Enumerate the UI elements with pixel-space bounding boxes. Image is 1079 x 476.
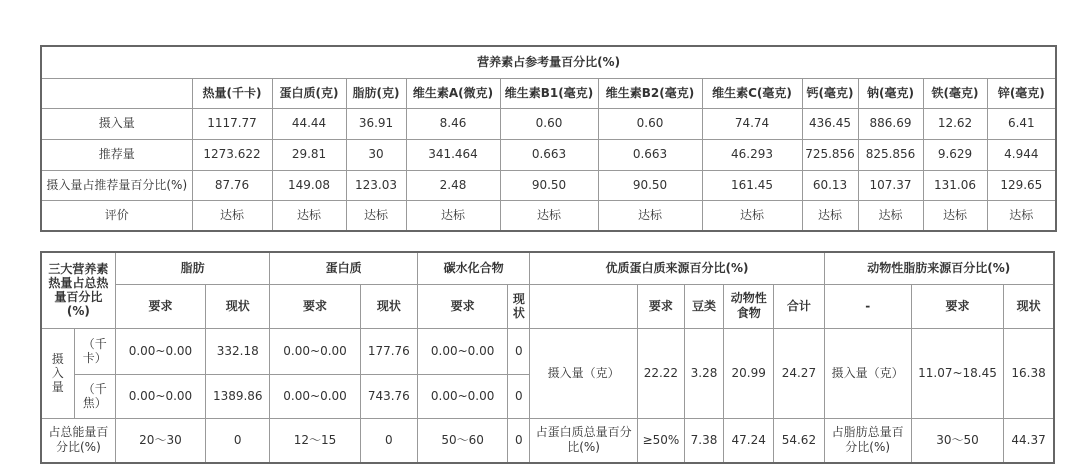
table-cell: 50～60 bbox=[417, 418, 507, 463]
table-cell: 8.46 bbox=[406, 108, 500, 139]
table-cell: 11.07~18.45 bbox=[911, 328, 1003, 418]
column-header: 要求 bbox=[115, 284, 205, 328]
table-cell: 4.944 bbox=[987, 139, 1056, 170]
unit-label: （千卡） bbox=[74, 328, 115, 374]
column-header bbox=[41, 78, 192, 108]
column-header: 钙(毫克) bbox=[802, 78, 858, 108]
table-cell: 20～30 bbox=[115, 418, 205, 463]
column-header: 动物性食物 bbox=[724, 284, 774, 328]
row-label: 摄入量（克） bbox=[824, 328, 911, 418]
table-cell: 0.60 bbox=[500, 108, 598, 139]
column-header: 要求 bbox=[911, 284, 1003, 328]
table-cell: 161.45 bbox=[702, 170, 802, 200]
row-label: 摄入量 bbox=[41, 108, 192, 139]
column-header: 合计 bbox=[774, 284, 824, 328]
column-header: 要求 bbox=[270, 284, 360, 328]
table-cell: 9.629 bbox=[923, 139, 987, 170]
table-cell: 886.69 bbox=[858, 108, 923, 139]
table-cell: 0.00~0.00 bbox=[270, 374, 360, 418]
table-cell: 30 bbox=[346, 139, 406, 170]
table-cell: 129.65 bbox=[987, 170, 1056, 200]
group-header-quality-protein: 优质蛋白质来源百分比(%) bbox=[530, 252, 824, 284]
table-cell: 0.00~0.00 bbox=[417, 374, 507, 418]
table-cell: 达标 bbox=[272, 200, 346, 231]
table-cell: 0.00~0.00 bbox=[115, 328, 205, 374]
column-header: - bbox=[824, 284, 911, 328]
column-header: 维生素B1(毫克) bbox=[500, 78, 598, 108]
table-cell: 0.663 bbox=[500, 139, 598, 170]
column-header: 豆类 bbox=[684, 284, 723, 328]
table-cell: 436.45 bbox=[802, 108, 858, 139]
table-cell: 177.76 bbox=[360, 328, 417, 374]
table-cell: 24.27 bbox=[774, 328, 824, 418]
table-cell: 123.03 bbox=[346, 170, 406, 200]
table-title: 营养素占参考量百分比(%) bbox=[41, 46, 1056, 78]
table-cell: 107.37 bbox=[858, 170, 923, 200]
table-cell: 54.62 bbox=[774, 418, 824, 463]
table-cell: 1117.77 bbox=[192, 108, 272, 139]
table-cell: ≥50% bbox=[637, 418, 684, 463]
row-label: 占蛋白质总量百分比(%) bbox=[530, 418, 637, 463]
table-cell: 0.00~0.00 bbox=[417, 328, 507, 374]
nutrient-reference-table bbox=[40, 45, 1057, 232]
table-cell: 341.464 bbox=[406, 139, 500, 170]
column-header: 要求 bbox=[417, 284, 507, 328]
row-label: 占脂肪总量百分比(%) bbox=[824, 418, 911, 463]
column-header: 要求 bbox=[637, 284, 684, 328]
table-cell: 7.38 bbox=[684, 418, 723, 463]
table-cell: 0 bbox=[206, 418, 270, 463]
table-row bbox=[41, 328, 1054, 374]
column-header: 锌(毫克) bbox=[987, 78, 1056, 108]
table-cell: 0 bbox=[508, 328, 530, 374]
table-cell: 743.76 bbox=[360, 374, 417, 418]
table-cell: 90.50 bbox=[500, 170, 598, 200]
table-cell: 达标 bbox=[802, 200, 858, 231]
table-cell: 12～15 bbox=[270, 418, 360, 463]
table-row bbox=[41, 139, 1056, 170]
table-cell: 60.13 bbox=[802, 170, 858, 200]
column-header: 现 状 bbox=[508, 284, 530, 328]
column-header: 脂肪(克) bbox=[346, 78, 406, 108]
table-header-row bbox=[41, 78, 1056, 108]
column-header: 热量(千卡) bbox=[192, 78, 272, 108]
table-cell: 0 bbox=[508, 418, 530, 463]
table-cell: 达标 bbox=[858, 200, 923, 231]
table-cell: 87.76 bbox=[192, 170, 272, 200]
table-cell: 36.91 bbox=[346, 108, 406, 139]
column-header: 钠(毫克) bbox=[858, 78, 923, 108]
table-cell: 达标 bbox=[500, 200, 598, 231]
table-cell: 0.00~0.00 bbox=[115, 374, 205, 418]
table-cell: 1389.86 bbox=[206, 374, 270, 418]
column-header: 铁(毫克) bbox=[923, 78, 987, 108]
column-header: 维生素A(微克) bbox=[406, 78, 500, 108]
column-header: 维生素C(毫克) bbox=[702, 78, 802, 108]
table-cell: 149.08 bbox=[272, 170, 346, 200]
table-row bbox=[41, 170, 1056, 200]
column-header: 现状 bbox=[1004, 284, 1054, 328]
table-cell: 44.44 bbox=[272, 108, 346, 139]
row-label: 评价 bbox=[41, 200, 192, 231]
column-header: 蛋白质(克) bbox=[272, 78, 346, 108]
corner-label: 三大营养素热量占总热量百分比(%) bbox=[41, 252, 115, 328]
row-label: 摄 入 量 bbox=[41, 328, 74, 418]
table-cell: 74.74 bbox=[702, 108, 802, 139]
row-label: 摄入量占推荐量百分比(%) bbox=[41, 170, 192, 200]
group-header-animal-fat: 动物性脂肪来源百分比(%) bbox=[824, 252, 1054, 284]
table-cell: 达标 bbox=[406, 200, 500, 231]
table-cell: 3.28 bbox=[684, 328, 723, 418]
column-header: 现状 bbox=[206, 284, 270, 328]
table-cell: 1273.622 bbox=[192, 139, 272, 170]
table-cell: 725.856 bbox=[802, 139, 858, 170]
table-cell: 达标 bbox=[702, 200, 802, 231]
table-cell: 44.37 bbox=[1004, 418, 1054, 463]
table-cell: 332.18 bbox=[206, 328, 270, 374]
table-cell: 47.24 bbox=[724, 418, 774, 463]
table-cell: 达标 bbox=[598, 200, 702, 231]
table-cell: 90.50 bbox=[598, 170, 702, 200]
table-cell: 22.22 bbox=[637, 328, 684, 418]
table-cell: 2.48 bbox=[406, 170, 500, 200]
table-cell: 达标 bbox=[346, 200, 406, 231]
group-header-carb: 碳水化合物 bbox=[417, 252, 529, 284]
group-header-fat: 脂肪 bbox=[115, 252, 270, 284]
unit-label: （千焦） bbox=[74, 374, 115, 418]
table-cell: 825.856 bbox=[858, 139, 923, 170]
table-row bbox=[41, 108, 1056, 139]
table-cell: 16.38 bbox=[1004, 328, 1054, 418]
table-cell: 0.00~0.00 bbox=[270, 328, 360, 374]
table-cell: 0 bbox=[508, 374, 530, 418]
table-cell: 0 bbox=[360, 418, 417, 463]
table-row bbox=[41, 418, 1054, 463]
table-cell: 20.99 bbox=[724, 328, 774, 418]
table-cell: 131.06 bbox=[923, 170, 987, 200]
table-cell: 达标 bbox=[987, 200, 1056, 231]
macronutrient-energy-table bbox=[40, 251, 1055, 464]
row-label: 摄入量（克） bbox=[530, 328, 637, 418]
column-header-blank bbox=[530, 284, 637, 328]
table-row bbox=[41, 200, 1056, 231]
table-cell: 0.663 bbox=[598, 139, 702, 170]
table-cell: 46.293 bbox=[702, 139, 802, 170]
column-header: 现状 bbox=[360, 284, 417, 328]
group-header-protein: 蛋白质 bbox=[270, 252, 418, 284]
row-label: 占总能量百分比(%) bbox=[41, 418, 115, 463]
table-cell: 达标 bbox=[923, 200, 987, 231]
row-label: 推荐量 bbox=[41, 139, 192, 170]
column-header: 维生素B2(毫克) bbox=[598, 78, 702, 108]
table-cell: 12.62 bbox=[923, 108, 987, 139]
table-cell: 29.81 bbox=[272, 139, 346, 170]
table-cell: 达标 bbox=[192, 200, 272, 231]
table-cell: 0.60 bbox=[598, 108, 702, 139]
table-cell: 30～50 bbox=[911, 418, 1003, 463]
table-cell: 6.41 bbox=[987, 108, 1056, 139]
